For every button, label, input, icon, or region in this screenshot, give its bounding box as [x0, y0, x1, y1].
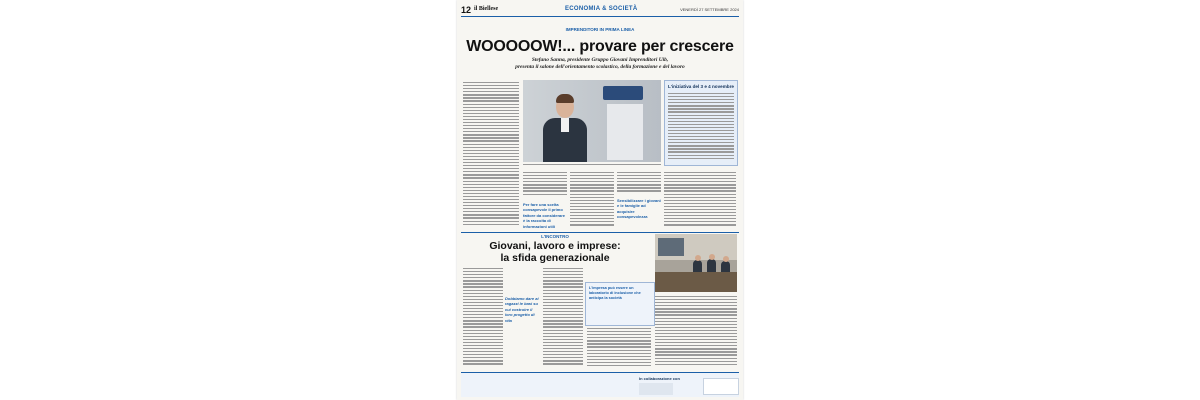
info-box-title: L'iniziativa del 3 e 4 novembre [668, 84, 734, 89]
article2-headline [457, 240, 653, 264]
newspaper-page [457, 0, 743, 400]
article2-column-1 [463, 268, 503, 370]
partner-footer [461, 372, 739, 397]
body-column-1 [463, 82, 519, 230]
body-column-5 [664, 172, 736, 230]
sponsor-text-placeholder [639, 383, 673, 395]
article2-kicker: L'INCONTRO [541, 234, 569, 239]
deck-line-1: Stefano Sanna, presidente Gruppo Giovani Imprenditori Uib, [531, 57, 669, 63]
article2-quote-box [585, 282, 655, 326]
article-kicker: IMPRENDITORI IN PRIMA LINEA [565, 27, 635, 32]
article2-column-4 [655, 296, 737, 370]
association-logo [603, 86, 643, 100]
article2-quote-left: Dobbiamo dare ai ragazzi le basi su cui costruire il loro progetto di vita [505, 296, 539, 323]
article-headline: WOOOOOW!... provare per crescere [466, 38, 734, 55]
article2-headline-line-1: Giovani, lavoro e imprese: [489, 240, 621, 252]
body-column-4 [617, 172, 661, 194]
info-box [664, 80, 738, 166]
partner-logo [703, 378, 739, 395]
page-number: 12 [461, 5, 472, 15]
masthead: il Biellese [474, 6, 499, 12]
article2-column-3 [587, 328, 651, 370]
footer-label: In collaborazione con [639, 376, 680, 381]
body-column-3 [570, 172, 614, 230]
info-box-text [668, 93, 734, 163]
photo-caption [523, 164, 661, 168]
page-header [461, 6, 739, 17]
meeting-photo [655, 234, 737, 292]
article2-column-2 [543, 268, 583, 370]
article2-headline-line-2: la sfida generazionale [500, 252, 610, 264]
pull-quote: Per fare una scelta consapevole il primo fattore da considerare è la raccolta di informazioni utili [523, 202, 566, 229]
article-deck [467, 57, 733, 71]
article2-quote-box-text: L'impresa può essere un laboratorio di inclusione che anticipa la società [589, 286, 641, 300]
body-column-2 [523, 172, 567, 198]
portrait-photo [523, 80, 661, 162]
section-divider [461, 232, 739, 233]
issue-date: VENERDÌ 27 SETTEMBRE 2024 [680, 7, 739, 12]
pull-quote-2: Sensibilizzare i giovani e le famiglie ad acquisire consapevolezza [617, 198, 661, 220]
section-label: ECONOMIA & SOCIETÀ [565, 6, 638, 12]
deck-line-2: presenta il salone dell'orientamento scolastico, della formazione e del lavoro [515, 64, 685, 70]
